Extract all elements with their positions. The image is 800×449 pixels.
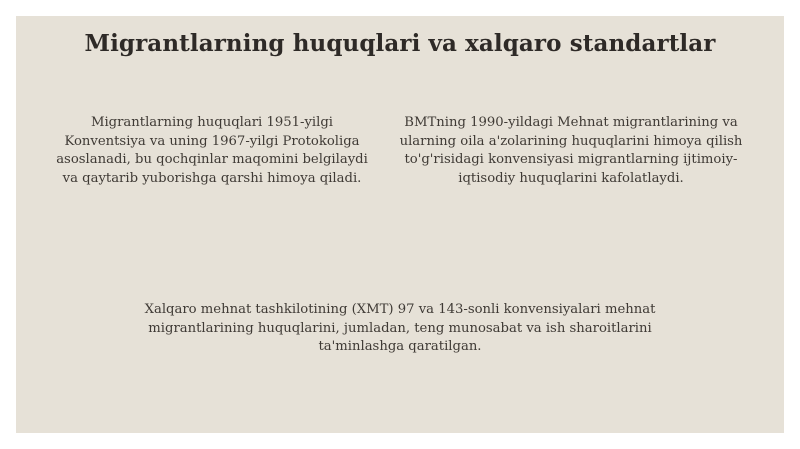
paragraph-refugee-convention: Migrantlarning huquqlari 1951-yilgi Konventsiya va uning 1967-yilgi Protokoliga asoslanadi, bu qochqinlar maqomini belgilaydi va qaytarib yuborishga qarshi himoya qiladi. — [56, 115, 368, 186]
paragraph-ilo-conventions: Xalqaro mehnat tashkilotining (XMT) 97 va 143-sonli konvensiyalari mehnat migrantlarining huquqlarini, jumladan, teng munosabat va ish sharoitlarini ta'minlashga qaratilgan. — [144, 302, 656, 354]
slide-title: Migrantlarning huquqlari va xalqaro standartlar — [84, 30, 716, 57]
paragraph-un-migrant-workers-convention: BMTning 1990-yildagi Mehnat migrantlarining va ularning oila a'zolarining huquqlarini himoya qilish to'g'risidagi konvensiyasi migrantlarning ijtimoiy-iqtisodiy huquqlarini kafolatlaydi. — [399, 115, 743, 186]
slide — [16, 16, 784, 433]
